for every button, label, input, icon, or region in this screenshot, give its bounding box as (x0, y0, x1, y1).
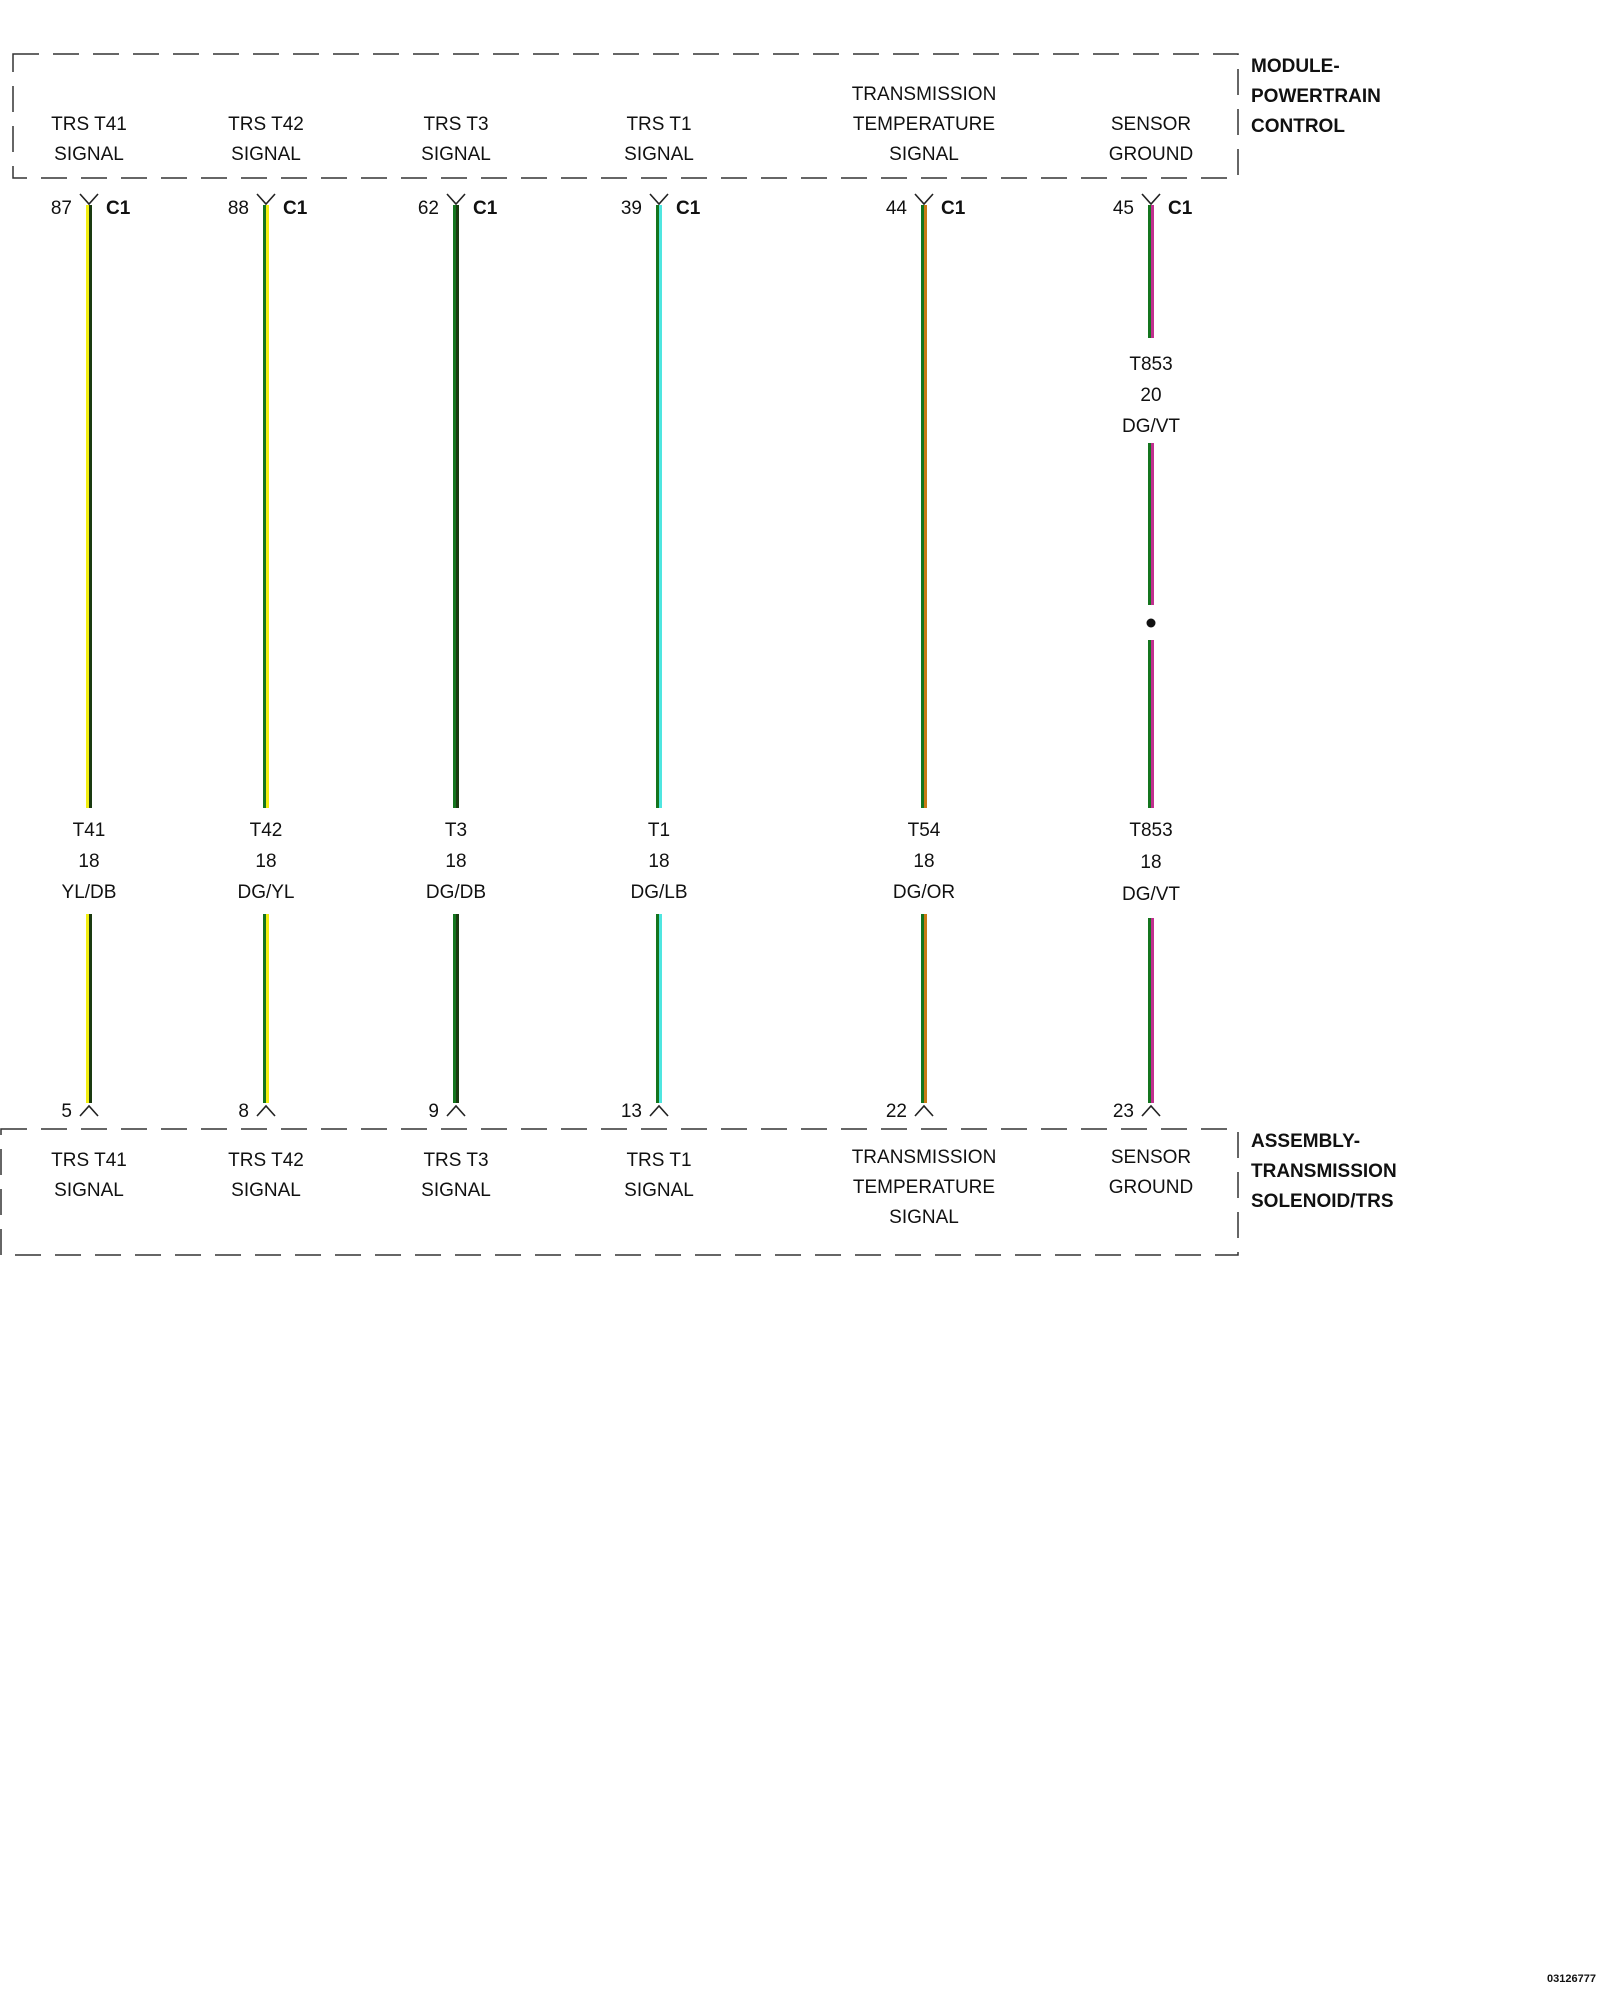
wire-1-bottom-pin: 5 (61, 1101, 72, 1122)
top-module-name (1251, 56, 1386, 137)
wire-2-top-connector: C1 (283, 198, 308, 219)
wire-5-top-connector: C1 (941, 198, 966, 219)
wire-2-bottom-label-1: TRS T42 (228, 1150, 304, 1171)
wire-4-bottom-label-1: TRS T1 (626, 1150, 692, 1171)
wire-4-circuit: T1 (647, 820, 671, 841)
wire-6-bottom-label-2: GROUND (1108, 1177, 1194, 1198)
wire-2-top-label-2: SIGNAL (231, 144, 301, 165)
wire-2-color-code: DG/YL (237, 882, 295, 903)
wire-2-gauge: 18 (255, 851, 277, 872)
wire-6-circuit: T853 (1129, 820, 1173, 841)
wire-1-circuit: T41 (72, 820, 106, 841)
wire-3-circuit: T3 (444, 820, 468, 841)
wire-5-top-connector-symbol (915, 194, 933, 204)
wire-6-top-pin: 45 (1112, 198, 1134, 219)
wire-4-color-code: DG/LB (630, 882, 688, 903)
wire-6-splice-dot (1147, 619, 1156, 628)
wire-3-top-connector-symbol (447, 194, 465, 204)
wire-2-top-pin: 88 (227, 198, 249, 219)
wire-1-gauge: 18 (78, 851, 100, 872)
wire-2-bottom-label-2: SIGNAL (231, 1180, 301, 1201)
top-module-name-line-3: CONTROL (1251, 116, 1345, 137)
top-module-name-line-2: POWERTRAIN (1251, 86, 1381, 107)
wire-3-top-label-1: TRS T3 (423, 114, 489, 135)
wire-1-bottom-label-1: TRS T41 (51, 1150, 127, 1171)
wire-5-top-pin: 44 (885, 198, 907, 219)
wire-5-bottom-label-2: TEMPERATURE (852, 1177, 996, 1198)
bottom-module-box (1, 1129, 1238, 1255)
wire-6-upper-color-code: DG/VT (1121, 416, 1181, 437)
wire-1-bottom-label-2: SIGNAL (54, 1180, 124, 1201)
wire-3-gauge: 18 (445, 851, 467, 872)
wire-4-gauge: 18 (648, 851, 670, 872)
wire-6-bottom-connector-symbol (1142, 1106, 1160, 1116)
wire-5-color-code: DG/OR (892, 882, 956, 903)
wire-5-top-label-3: SIGNAL (889, 144, 959, 165)
wire-1-color-code: YL/DB (61, 882, 117, 903)
wire-6-top-connector-symbol (1142, 194, 1160, 204)
wire-5-circuit: T54 (907, 820, 941, 841)
wire-1-top-connector-symbol (80, 194, 98, 204)
wire-6-gauge: 18 (1140, 852, 1162, 873)
bottom-module-name-line-3: SOLENOID/TRS (1251, 1191, 1394, 1212)
wire-3-bottom-pin: 9 (428, 1101, 439, 1122)
wire-3-bottom-label-1: TRS T3 (423, 1150, 489, 1171)
wire-1-top-pin: 87 (50, 198, 72, 219)
wire-3-top-label-2: SIGNAL (421, 144, 491, 165)
wire-4-top-pin: 39 (620, 198, 642, 219)
wire-5-gauge: 18 (913, 851, 935, 872)
wire-5-bottom-connector-symbol (915, 1106, 933, 1116)
wire-1-top-label-1: TRS T41 (51, 114, 127, 135)
top-module-name-line-1: MODULE- (1251, 56, 1340, 77)
wire-5-bottom-label-1: TRANSMISSION (851, 1147, 997, 1168)
wire-6-upper-circuit: T853 (1129, 354, 1173, 375)
wire-5-bottom-pin: 22 (885, 1101, 907, 1122)
wire-2-top-connector-symbol (257, 194, 275, 204)
wire-4-bottom-connector-symbol (650, 1106, 668, 1116)
wire-2-circuit: T42 (249, 820, 283, 841)
image-code: 03126777 (1547, 1973, 1596, 1985)
wire-4-top-label-2: SIGNAL (624, 144, 694, 165)
wire-4-top-connector: C1 (676, 198, 701, 219)
wire-4-top-label-1: TRS T1 (626, 114, 692, 135)
wire-6-top-label-1: SENSOR (1110, 114, 1192, 135)
wire-3-bottom-label-2: SIGNAL (421, 1180, 491, 1201)
wire-6-top-label-2: GROUND (1108, 144, 1194, 165)
wire-2-bottom-pin: 8 (238, 1101, 249, 1122)
wire-6-color-code: DG/VT (1121, 884, 1181, 905)
wire-4-bottom-pin: 13 (620, 1101, 642, 1122)
wire-3-color-code: DG/DB (425, 882, 487, 903)
wire-6-bottom-pin: 23 (1112, 1101, 1134, 1122)
wire-5-top-label-1: TRANSMISSION (851, 84, 997, 105)
wire-5-bottom-label-3: SIGNAL (889, 1207, 959, 1228)
wire-3-top-pin: 62 (417, 198, 439, 219)
wire-3-top-connector: C1 (473, 198, 498, 219)
wire-2-bottom-connector-symbol (257, 1106, 275, 1116)
wire-4-bottom-label-2: SIGNAL (624, 1180, 694, 1201)
wire-6-top-connector: C1 (1168, 198, 1193, 219)
wire-6-upper-gauge: 20 (1140, 385, 1162, 406)
bottom-module-name-line-2: TRANSMISSION (1251, 1161, 1397, 1182)
wire-5-top-label-2: TEMPERATURE (852, 114, 996, 135)
bottom-module-name (1251, 1131, 1402, 1212)
wire-1-top-label-2: SIGNAL (54, 144, 124, 165)
wire-3-bottom-connector-symbol (447, 1106, 465, 1116)
wire-4-top-connector-symbol (650, 194, 668, 204)
wire-1-top-connector: C1 (106, 198, 131, 219)
wire-1-bottom-connector-symbol (80, 1106, 98, 1116)
wires-group (51, 84, 1193, 1228)
bottom-module-name-line-1: ASSEMBLY- (1251, 1131, 1361, 1152)
wire-2-top-label-1: TRS T42 (228, 114, 304, 135)
wire-6-bottom-label-1: SENSOR (1110, 1147, 1192, 1168)
